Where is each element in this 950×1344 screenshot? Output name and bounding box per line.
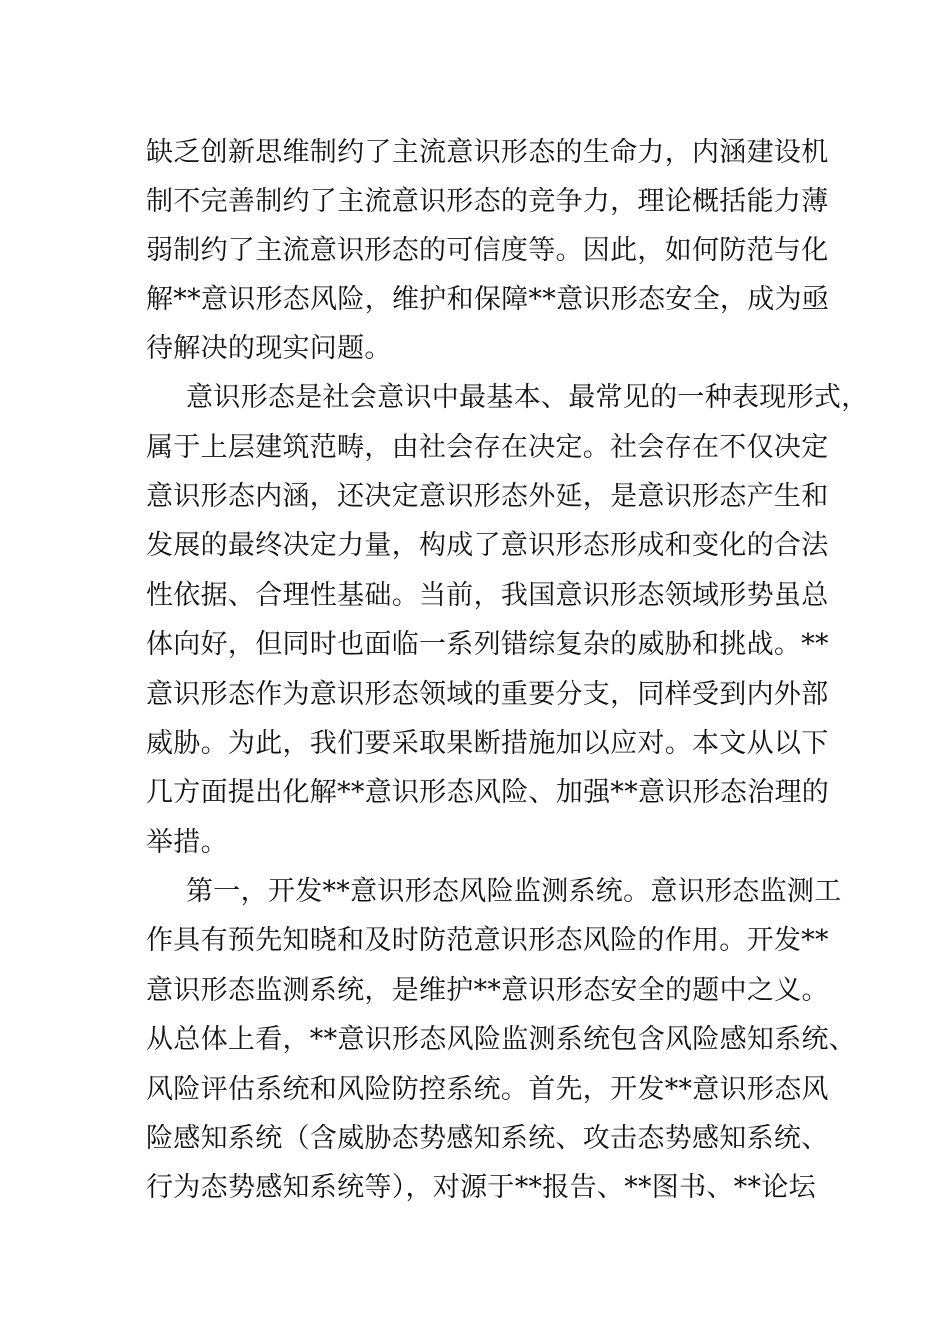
paragraph-line: 从总体上看，**意识形态风险监测系统包含风险感知系统、 xyxy=(146,1024,857,1055)
paragraph-line: 险感知系统（含威胁态势感知系统、攻击态势感知系统、 xyxy=(146,1123,829,1154)
paragraph-line: 性依据、合理性基础。当前，我国意识形态领域形势虽总 xyxy=(146,580,829,611)
paragraph-line: 待解决的现实问题。 xyxy=(146,333,392,364)
paragraph-line: 举措。 xyxy=(146,827,228,858)
paragraph-line: 体向好，但同时也面临一系列错综复杂的威胁和挑战。** xyxy=(146,629,829,660)
paragraph-line: 属于上层建筑范畴，由社会存在决定。社会存在不仅决定 xyxy=(146,432,829,463)
paragraph-line: 制不完善制约了主流意识形态的竞争力，理论概括能力薄 xyxy=(146,186,829,217)
paragraph-line: 行为态势感知系统等），对源于**报告、**图书、**论坛 xyxy=(146,1172,816,1203)
paragraph-line: 意识形态作为意识形态领域的重要分支，同样受到内外部 xyxy=(146,679,829,710)
paragraph-line: 几方面提出化解**意识形态风险、加强**意识形态治理的 xyxy=(146,777,830,808)
paragraph-line: 作具有预先知晓和及时防范意识形态风险的作用。开发** xyxy=(146,925,829,956)
paragraph-line: 弱制约了主流意识形态的可信度等。因此，如何防范与化 xyxy=(146,235,829,266)
paragraph-line: 缺乏创新思维制约了主流意识形态的生命力，内涵建设机 xyxy=(146,137,829,168)
paragraph-line: 威胁。为此，我们要采取果断措施加以应对。本文从以下 xyxy=(146,728,829,759)
paragraph-line: 解**意识形态风险，维护和保障**意识形态安全，成为亟 xyxy=(146,284,830,315)
paragraph-line: 风险评估系统和风险防控系统。首先，开发**意识形态风 xyxy=(146,1074,829,1105)
paragraph-line: 第一，开发**意识形态风险监测系统。意识形态监测工 xyxy=(186,876,842,907)
paragraph-line: 意识形态内涵，还决定意识形态外延，是意识形态产生和 xyxy=(146,481,829,512)
paragraph-line: 发展的最终决定力量，构成了意识形态形成和变化的合法 xyxy=(146,530,829,561)
paragraph-line: 意识形态监测系统，是维护**意识形态安全的题中之义。 xyxy=(146,975,829,1006)
paragraph-line: 意识形态是社会意识中最基本、最常见的一种表现形式， xyxy=(186,382,869,413)
